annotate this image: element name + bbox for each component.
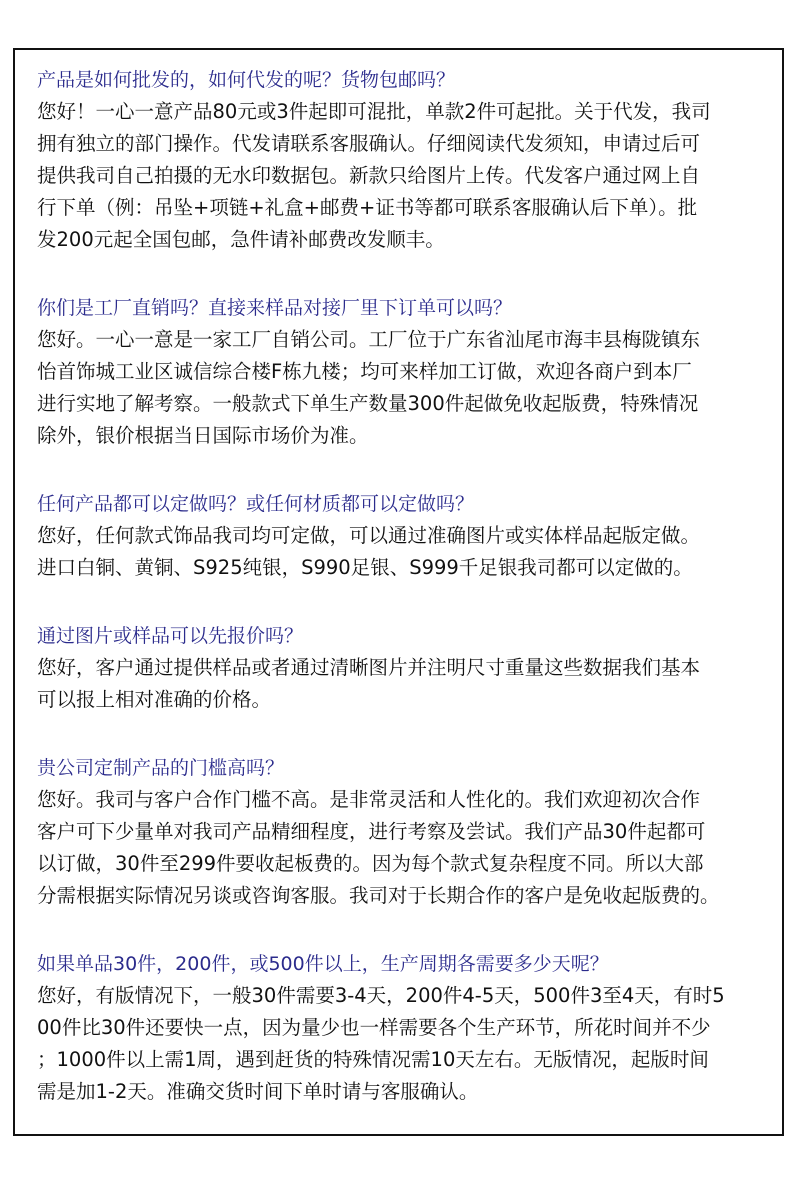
- faq-answer-line: 00件比30件还要快一点，因为量少也一样需要各个生产环节，所花时间并不少: [37, 1016, 711, 1039]
- faq-item: [37, 752, 782, 912]
- faq-item: [37, 292, 782, 452]
- faq-answer-line: 需是加1-2天。准确交货时间下单时请与客服确认。: [37, 1080, 479, 1103]
- faq-question: 产品是如何批发的，如何代发的呢？货物包邮吗？: [37, 69, 456, 91]
- faq-box: [13, 48, 784, 1136]
- faq-answer-line: 拥有独立的部门操作。代发请联系客服确认。仔细阅读代发须知，申请过后可: [37, 132, 701, 155]
- faq-answer-line: 您好，有版情况下，一般30件需要3-4天，200件4-5天，500件3至4天，有时5: [37, 984, 725, 1007]
- faq-question: 通过图片或样品可以先报价吗？: [37, 625, 304, 647]
- faq-answer-line: 您好。一心一意是一家工厂自销公司。工厂位于广东省汕尾市海丰县梅陇镇东: [37, 328, 701, 351]
- faq-answer-line: 进口白铜、黄铜、S925纯银，S990足银、S999千足银我司都可以定做的。: [37, 556, 693, 579]
- faq-answer-line: 您好，客户通过提供样品或者通过清晰图片并注明尺寸重量这些数据我们基本: [37, 656, 701, 679]
- faq-item: [37, 948, 782, 1108]
- faq-answer-line: 您好！一心一意产品80元或3件起即可混批，单款2件可起批。关于代发，我司: [37, 100, 711, 123]
- faq-answer-line: 以订做，30件至299件要收起板费的。因为每个款式复杂程度不同。所以大部: [37, 852, 704, 875]
- faq-item: [37, 620, 782, 716]
- faq-question: 你们是工厂直销吗？直接来样品对接厂里下订单可以吗？: [37, 297, 513, 319]
- faq-question: 贵公司定制产品的门槛高吗？: [37, 757, 285, 779]
- faq-answer-line: 您好，任何款式饰品我司均可定做，可以通过准确图片或实体样品起版定做。: [37, 524, 701, 547]
- faq-answer-line: 您好。我司与客户合作门槛不高。是非常灵活和人性化的。我们欢迎初次合作: [37, 788, 701, 811]
- faq-question: 任何产品都可以定做吗？或任何材质都可以定做吗？: [37, 493, 475, 515]
- faq-answer-line: 发200元起全国包邮，急件请补邮费改发顺丰。: [37, 228, 445, 251]
- faq-question: 如果单品30件，200件，或500件以上，生产周期各需要多少天呢？: [37, 953, 609, 975]
- faq-answer-line: ；1000件以上需1周，遇到赶货的特殊情况需10天左右。无版情况，起版时间: [37, 1048, 709, 1071]
- faq-item: [37, 488, 782, 584]
- faq-answer-line: 怡首饰城工业区诚信综合楼F栋九楼；均可来样加工订做，欢迎各商户到本厂: [37, 360, 692, 383]
- faq-answer-line: 可以报上相对准确的价格。: [37, 688, 272, 711]
- faq-answer-line: 除外，银价根据当日国际市场价为准。: [37, 424, 369, 447]
- faq-answer-line: 提供我司自己拍摄的无水印数据包。新款只给图片上传。代发客户通过网上自: [37, 164, 701, 187]
- faq-answer-line: 客户可下少量单对我司产品精细程度，进行考察及尝试。我们产品30件起都可: [37, 820, 706, 843]
- faq-answer-line: 进行实地了解考察。一般款式下单生产数量300件起做免收起版费，特殊情况: [37, 392, 699, 415]
- faq-answer-line: 行下单（例：吊坠+项链+礼盒+邮费+证书等都可联系客服确认后下单）。批: [37, 196, 698, 219]
- faq-answer-line: 分需根据实际情况另谈或咨询客服。我司对于长期合作的客户是免收起版费的。: [37, 884, 720, 907]
- faq-item: [37, 64, 782, 256]
